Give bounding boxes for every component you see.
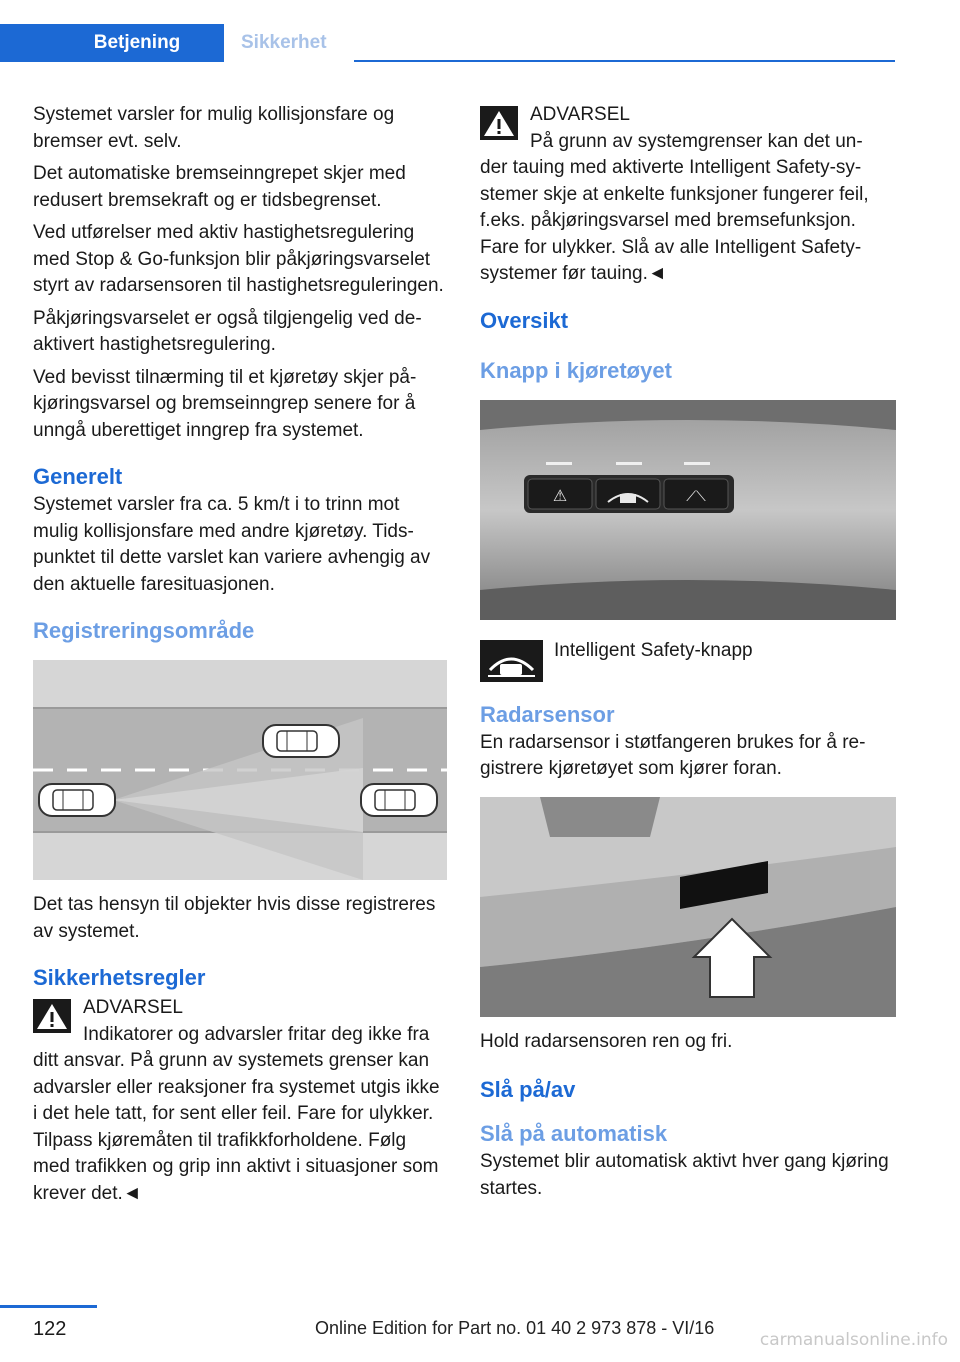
page-number-rule	[0, 1305, 97, 1308]
edition-footer: Online Edition for Part no. 01 40 2 973 878 - VI/16	[315, 1318, 715, 1338]
watermark: carmanualsonline.info	[759, 1330, 948, 1350]
warning-label: ADVARSEL	[530, 104, 630, 125]
warning-text-rest: der tauing med aktiverte Intelligent Safety-systemer skje at enkelte funksjoner fungerer feil, f.eks. påkjøringsvarsel med bremsefunksjon. Fare for ulykker. Slå av alle Intelligent Safety-systemer før tauing.◄	[480, 157, 869, 284]
page-number: 122	[33, 1318, 67, 1340]
right-column	[480, 102, 896, 1208]
svg-text:⚠: ⚠	[552, 485, 568, 505]
warning-triangle-icon	[33, 999, 71, 1033]
heading-sla-pa-av: Slå på/av	[480, 1077, 576, 1102]
heading-registreringsomrade: Registreringsområde	[33, 618, 255, 643]
paragraph: Det automatiske bremseinngrepet skjer med redusert bremsekraft og er tidsbegrenset.	[33, 163, 406, 211]
car-ahead	[361, 784, 437, 816]
warning-text-first: Indikatorer og advarsler fritar deg ikke fra	[83, 1023, 430, 1045]
svg-text:⟋⟍: ⟋⟍	[686, 488, 706, 505]
button-caption: Intelligent Safety-knapp	[554, 639, 753, 661]
heading-oversikt: Oversikt	[480, 307, 569, 333]
paragraph: Systemet varsler for mulig kollisjonsfare og bremser evt. selv.	[33, 104, 395, 152]
bumper-illustration	[480, 797, 896, 1017]
car-own	[39, 784, 115, 816]
warning-text-rest: ditt ansvar. På grunn av systemets grenser kan advarsler eller reaksjoner fra systemet utgis ikke i det hele tatt, for sent eller feil. Fare for ulykker. Tilpass kjøremåten til trafikkforholdene. Følg med trafikken og grip inn aktivt i situasjoner som krever det.◄	[33, 1050, 440, 1204]
button-legend	[480, 638, 896, 682]
heading-sikkerhetsregler: Sikkerhetsregler	[33, 965, 206, 990]
chapter-tabs	[0, 24, 895, 62]
paragraph: Ved bevisst tilnærming til et kjøretøy skjer påkjøringsvarsel og bremseinngrep senere for å unngå uberettiget inngrep fra systemet.	[33, 366, 417, 441]
warning-block	[480, 102, 896, 288]
tab-betjening[interactable]: Betjening	[0, 24, 224, 62]
warning-block	[33, 995, 447, 1207]
paragraph: Systemet blir automatisk aktivt hver gang kjøring startes.	[480, 1151, 889, 1199]
paragraph: Ved utførelser med aktiv hastighetsregulering med Stop & Go-funksjon blir påkjøringsvarselet styrt av radarsensoren til hastighetsreguleringen.	[33, 222, 444, 296]
figure-caption: Det tas hensyn til objekter hvis disse registreres av systemet.	[33, 894, 436, 942]
button-panel-illustration	[480, 400, 896, 620]
car-front	[263, 725, 339, 757]
intelligent-safety-button-icon	[480, 640, 543, 684]
detection-range-illustration	[33, 660, 447, 880]
warning-text-first: På grunn av systemgrenser kan det un-	[530, 130, 863, 152]
heading-sla-pa-automatisk: Slå på automatisk	[480, 1121, 668, 1146]
tab-sikkerhet[interactable]: Sikkerhet	[224, 24, 354, 62]
paragraph: Systemet varsler fra ca. 5 km/t i to trinn mot mulig kollisjonsfare med andre kjøretøy. Tidspunktet til dette varslet kan variere avhengig av den aktuelle faresituasjonen.	[33, 494, 431, 595]
warning-triangle-icon	[480, 106, 518, 140]
radar-sensor-photo	[480, 797, 896, 1017]
road-diagram	[33, 660, 447, 880]
paragraph: En radarsensor i støtfangeren brukes for å registrere kjøretøyet som kjører foran.	[480, 731, 866, 779]
paragraph: Påkjøringsvarselet er også tilgjengelig ved deaktivert hastighetsregulering.	[33, 307, 422, 355]
button-panel-photo	[480, 400, 896, 620]
warning-label: ADVARSEL	[83, 997, 183, 1018]
left-column	[33, 102, 447, 1207]
heading-generelt: Generelt	[33, 464, 123, 489]
heading-knapp-i-kjoretoyet: Knapp i kjøretøyet	[480, 357, 672, 383]
heading-radarsensor: Radarsensor	[480, 701, 615, 727]
figure-caption: Hold radarsensoren ren og fri.	[480, 1030, 733, 1052]
